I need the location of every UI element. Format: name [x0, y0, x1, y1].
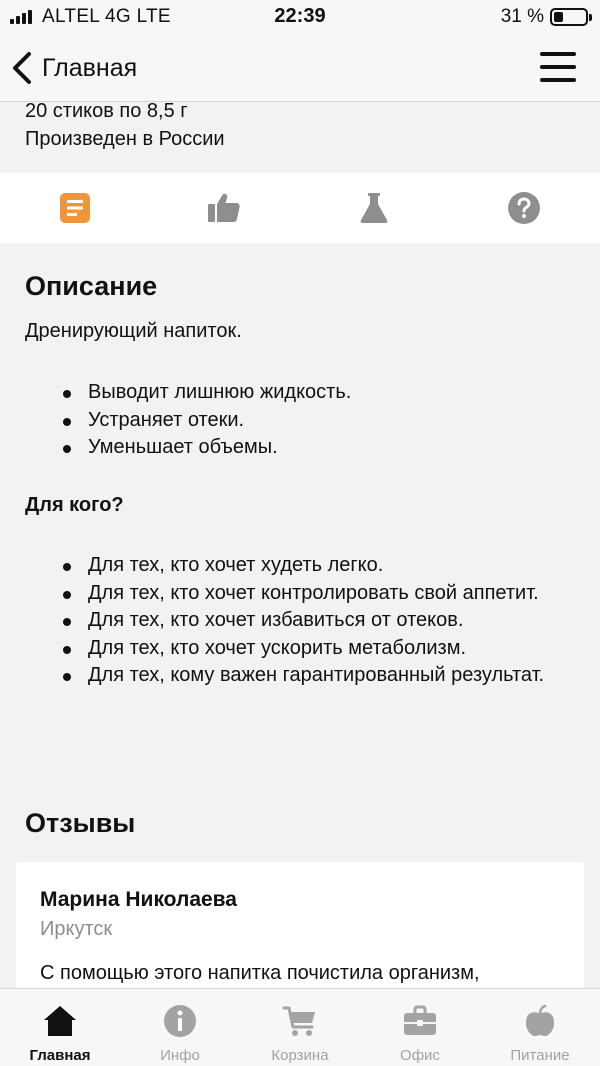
- review-card[interactable]: [16, 862, 584, 1002]
- review-author: Марина Николаева: [40, 888, 237, 911]
- bottom-tab-label: Офис: [400, 1047, 440, 1064]
- battery-percent: 31 %: [500, 6, 544, 27]
- question-icon: [506, 190, 542, 226]
- section-tabs: [0, 173, 600, 243]
- apple-icon: [522, 1003, 558, 1039]
- bottom-tab-office[interactable]: [360, 989, 480, 1066]
- list-item: Для тех, кто хочет избавиться от отеков.: [25, 607, 565, 635]
- bottom-tab-label: Главная: [29, 1047, 91, 1064]
- bottom-tab-label: Корзина: [271, 1047, 329, 1064]
- bottom-tab-nutrition[interactable]: [480, 989, 600, 1066]
- description-title: Описание: [25, 271, 158, 301]
- product-origin: Произведен в России: [25, 128, 225, 150]
- benefits-list: [25, 379, 565, 462]
- list-item: Выводит лишнюю жидкость.: [25, 379, 565, 407]
- tab-description[interactable]: [57, 190, 93, 226]
- bottom-tab-bar: [0, 988, 600, 1066]
- hamburger-menu-icon[interactable]: [540, 52, 576, 82]
- list-item: Устраняет отеки.: [25, 407, 565, 435]
- bottom-tab-home[interactable]: [0, 989, 120, 1066]
- tab-composition[interactable]: [356, 190, 392, 226]
- list-item: Для тех, кто хочет худеть легко.: [25, 552, 565, 580]
- product-pack-size: 20 стиков по 8,5 г: [25, 100, 188, 122]
- nav-bar: [0, 34, 600, 102]
- audience-heading: Для кого?: [25, 494, 124, 516]
- bottom-tab-label: Инфо: [160, 1047, 200, 1064]
- product-info: [25, 97, 225, 153]
- back-label: Главная: [42, 53, 138, 82]
- list-item: Уменьшает объемы.: [25, 434, 565, 462]
- bottom-tab-info[interactable]: [120, 989, 240, 1066]
- audience-list: [25, 552, 565, 690]
- document-icon: [57, 190, 93, 226]
- list-item: Для тех, кто хочет ускорить метаболизм.: [25, 635, 565, 663]
- status-time: 22:39: [274, 5, 326, 27]
- info-icon: [162, 1003, 198, 1039]
- tab-benefits[interactable]: [206, 190, 242, 226]
- review-text: С помощью этого напитка почистила организм,: [40, 962, 480, 984]
- home-icon: [42, 1003, 78, 1039]
- list-item: Для тех, кому важен гарантированный результат.: [25, 662, 565, 690]
- cart-icon: [282, 1003, 318, 1039]
- chevron-left-icon: [10, 51, 34, 85]
- thumbs-up-icon: [206, 190, 242, 226]
- bottom-tab-label: Питание: [510, 1047, 570, 1064]
- bottom-tab-cart[interactable]: [240, 989, 360, 1066]
- carrier-label: ALTEL 4G LTE: [42, 6, 171, 27]
- back-button[interactable]: [10, 48, 137, 88]
- review-city: Иркутск: [40, 918, 113, 940]
- status-bar: [0, 0, 600, 34]
- reviews-title: Отзывы: [25, 808, 136, 838]
- flask-icon: [356, 190, 392, 226]
- battery-icon: [550, 8, 588, 26]
- tab-faq[interactable]: [506, 190, 542, 226]
- briefcase-icon: [402, 1003, 438, 1039]
- description-lead: Дренирующий напиток.: [25, 320, 242, 342]
- list-item: Для тех, кто хочет контролировать свой аппетит.: [25, 580, 565, 608]
